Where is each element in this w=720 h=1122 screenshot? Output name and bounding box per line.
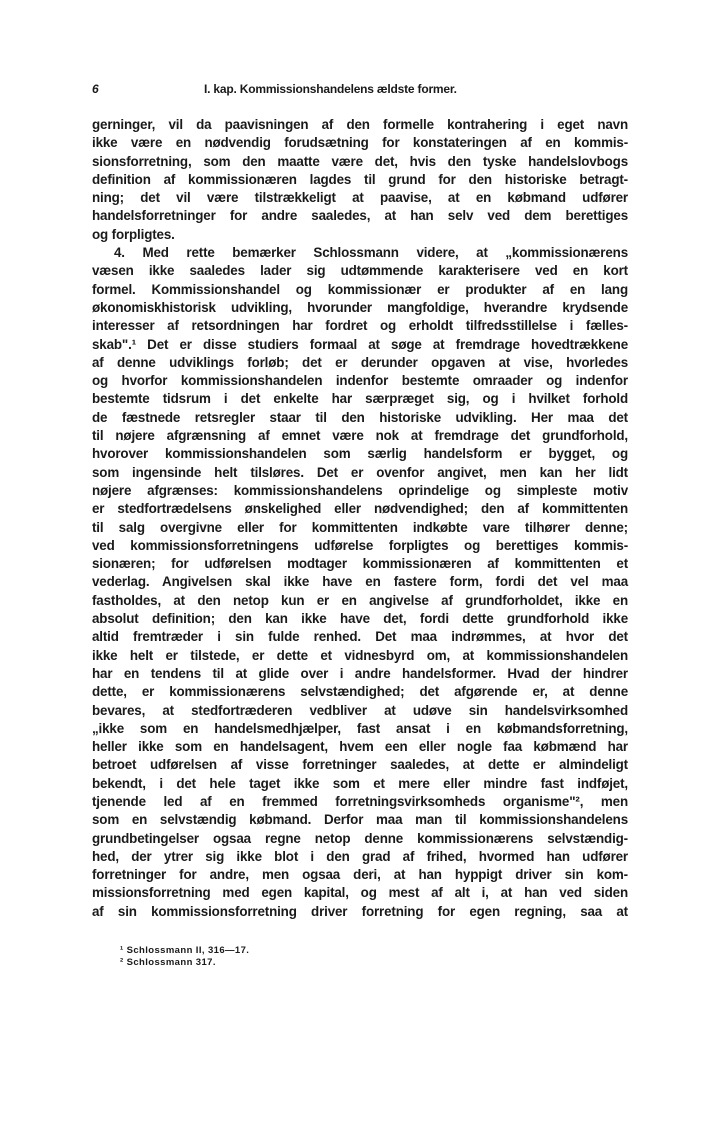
text-line: handelsforretninger for andre saaledes, at han selv ved dem berettiges xyxy=(92,208,628,224)
body-text xyxy=(92,116,628,921)
text-line: dette, er kommissionærens selvstændighed; det afgørende er, at denne xyxy=(92,684,628,700)
text-line: hed, der ytrer sig ikke blot i den grad af frihed, hvormed han udfører xyxy=(92,848,628,864)
text-line: altid fremtræder i sin fulde renhed. Det maa indrømmes, at hvor det xyxy=(92,629,628,645)
text-line: „ikke som en handelsmedhjælper, fast ansat i en købmandsforretning, xyxy=(92,720,628,736)
footnotes xyxy=(120,945,520,969)
text-line: fastholdes, at den netop kun er en angivelse af grundforholdet, ikke en xyxy=(92,592,628,608)
text-line: bekendt, i det hele taget ikke som et mere eller mindre fast indføjet, xyxy=(92,775,628,791)
text-line: vederlag. Angivelsen skal ikke have en fastere form, fordi det vel maa xyxy=(92,574,628,590)
text-line: er stedfortrædelsens ønskelighed eller nødvendighed; den af kommittenten xyxy=(92,501,628,517)
text-line: ning; det vil være tilstrækkeligt at paavise, at en købmand udfører xyxy=(92,190,628,206)
text-line: gerninger, vil da paavisningen af den formelle kontrahering i eget navn xyxy=(92,117,628,132)
text-line: betroet udførelsen af visse forretninger saaledes, at dette er almindeligt xyxy=(92,757,628,773)
running-title: I. kap. Kommissionshandelens ældste former. xyxy=(204,82,457,96)
text-line: definition af kommissionæren lagdes til grund for den historiske betragt- xyxy=(92,171,628,187)
text-line: væsen ikke saaledes lader sig udtømmende karakterisere ved en kort xyxy=(92,263,628,279)
text-line: tjenende led af en fremmed forretningsvirksomheds organisme"², men xyxy=(92,793,628,809)
text-line: til nøjere afgrænsning af emnet være nok at fremdrage det grundforhold, xyxy=(92,428,628,444)
text-line: og forpligtes. xyxy=(92,226,175,242)
text-line: missionsforretning med egen kapital, og mest af alt i, at han ved siden xyxy=(92,885,628,901)
text-line: grundbetingelser ogsaa regne netop denne kommissionærens selvstændig- xyxy=(92,830,628,846)
text-line: skab".¹ Det er disse studiers formaal at søge at fremdrage hovedtrækkene xyxy=(92,336,628,352)
running-head xyxy=(92,82,628,102)
text-line: som ingensinde helt tilsløres. Det er ovenfor angivet, men kan her lidt xyxy=(92,464,628,480)
text-line: af sin kommissionsforretning driver forretning for egen regning, saa at xyxy=(92,903,628,919)
footnote-1: ¹ Schlossmann II, 316—17. xyxy=(120,945,250,956)
text-line: bestemte tidsrum i det enkelte har særpræget sig, og i hvilket forhold xyxy=(92,391,628,407)
text-line: har en tendens til at glide over i andre handelsformer. Hvad der hindrer xyxy=(92,665,628,681)
text-line: og hvorfor kommissionshandelen indenfor bestemte omraader og indenfor xyxy=(92,373,628,389)
text-line: som en selvstændig købmand. Derfor maa man til kommissionshandelens xyxy=(92,812,628,828)
text-line: bevares, at stedfortræderen vedbliver at udøve sin handelsvirksomhed xyxy=(92,702,628,718)
text-line: forretninger for andre, men ogsaa deri, at han hyppigt driver sin kom- xyxy=(92,867,628,883)
text-line: ikke være en nødvendig forudsætning for konstateringen af en kommis- xyxy=(92,135,628,151)
text-line: ved kommissionsforretningens udførelse forpligtes og berettiges kommis- xyxy=(92,537,628,553)
text-line: interesser af retsordningen har fordret og erholdt tilfredsstillelse i fælles- xyxy=(92,318,628,334)
text-line: de fæstnede retsregler staar til den historiske udvikling. Her maa det xyxy=(92,409,628,425)
text-line: hvorover kommissionshandelen som særlig handelsform er bygget, og xyxy=(92,446,628,462)
text-line: heller ikke som en handelsagent, hvem een eller nogle faa købmænd har xyxy=(92,739,628,755)
text-line: sionsforretning, som den maatte være det, hvis den tyske handelslovbogs xyxy=(92,153,628,169)
text-line: nøjere afgrænses: kommissionshandelens oprindelige og simpleste motiv xyxy=(92,482,628,498)
page-number: 6 xyxy=(92,82,99,96)
text-line: sionæren; for udførelsen modtager kommissionæren af kommittenten et xyxy=(92,556,628,572)
text-line: til salg overgivne eller for kommittenten indkøbte vare tilhører denne; xyxy=(92,519,628,535)
text-line: økonomiskhistorisk udvikling, hvorunder mangfoldige, hverandre krydsende xyxy=(92,299,628,315)
text-line: formel. Kommissionshandel og kommissionær er produkter af en lang xyxy=(92,281,628,297)
text-line: absolut definition; den kan ikke have det, fordi dette grundforhold ikke xyxy=(92,611,628,627)
paragraph-start-line: 4. Med rette bemærker Schlossmann videre, at „kommissionærens xyxy=(114,245,628,261)
text-line: af denne udviklings forløb; det er derunder opgaven at vise, hvorledes xyxy=(92,354,628,370)
text-line: ikke helt er tilstede, er dette et vidnesbyrd om, at kommissionshandelen xyxy=(92,647,628,663)
footnote-2: ² Schlossmann 317. xyxy=(120,957,216,968)
